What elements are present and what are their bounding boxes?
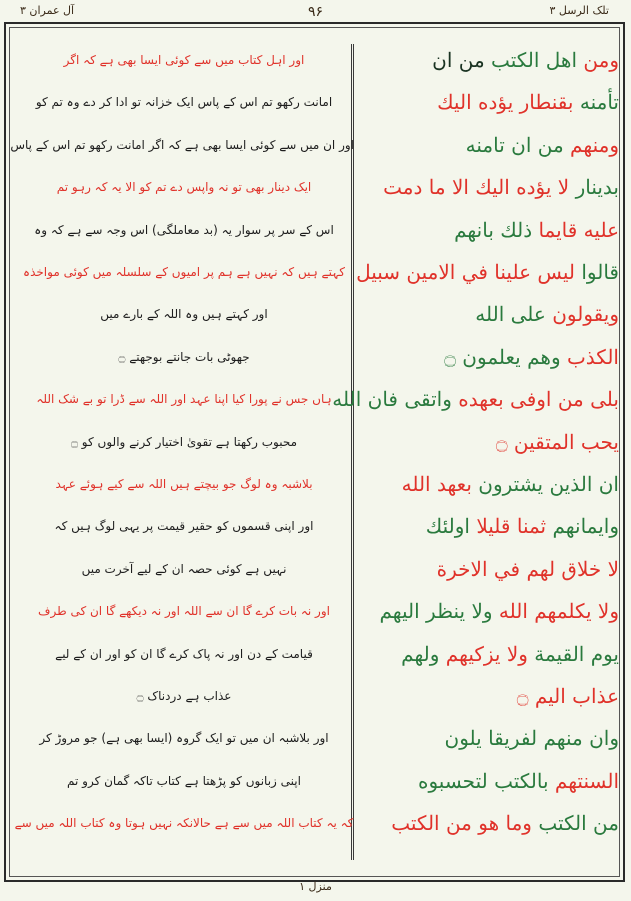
arabic-segment: ليس علينا في الامين سبيل [356,260,575,284]
arabic-text [367,551,619,587]
arabic-segment: وهم يعلمون ۝ [444,344,561,369]
urdu-translation: اپنی زبانوں کو پڑھتا ہے کتاب تاکہ گمان کرو تم [67,773,301,788]
verse-line [10,551,617,587]
arabic-segment: يحب المتقين ۝ [495,429,619,454]
arabic-text [332,381,619,417]
arabic-segment: ان الذين يشترون [471,472,619,496]
arabic-segment: واتقى فان الله [332,387,452,412]
arabic-segment: على الله [475,302,546,327]
verse-line [10,42,617,78]
urdu-translation: کہتے ہیں کہ نہیں ہے ہم پر امیوں کے سلسلہ میں کوئی مواخذہ [23,265,345,279]
verse-line [10,84,617,120]
urdu-translation: اور اہل کتاب میں سے کوئی ایسا بھی ہے کہ اگر [63,53,305,67]
arabic-text [367,339,619,375]
arabic-segment: اهل الكتب [484,48,578,72]
arabic-segment: اولئك [425,514,470,539]
arabic-segment: يوم القيمة [527,641,619,666]
arabic-text [367,212,619,248]
arabic-segment: وما هو من الكتب [391,811,532,836]
arabic-segment: تأمنه [573,90,619,115]
verse-line [10,805,617,841]
urdu-translation: اس کے سر پر سوار یہ (بد معاملگی) اس وجہ سے ہے کہ وہ [34,222,334,237]
arabic-text [367,720,619,756]
urdu-translation: امانت رکھو تم اس کے پاس ایک خزانہ تو ادا کر دے وہ تم کو [35,95,333,110]
verse-line [10,636,617,672]
urdu-translation: اور نہ بات کرے گا ان سے اللہ اور نہ دیکھے گا ان کی طرف [38,604,330,619]
juz-title: تلک الرسل ۳ [549,4,609,17]
arabic-text [367,805,619,841]
arabic-segment: بعهد الله [401,472,472,496]
arabic-text [367,42,619,78]
verse-line [10,254,617,290]
arabic-segment: من الكتب [531,811,619,836]
verse-line [10,508,617,544]
arabic-text [367,678,619,714]
arabic-segment: لا خلاق لهم في الاخرة [436,556,619,581]
urdu-translation: جھوٹی بات جانتے بوجھتے ۝ [118,349,250,364]
arabic-segment: لا يؤده اليك الا ما دمت [383,175,570,200]
verse-line [10,424,617,460]
verse-line [10,127,617,163]
urdu-translation: نہیں ہے کوئی حصہ ان کے لیے آخرت میں [81,561,287,576]
arabic-segment: ولا ينظر اليهم [379,599,493,624]
arabic-text [367,636,619,672]
arabic-text [367,466,619,502]
verse-line [10,678,617,714]
arabic-segment: ذلك بانهم [454,217,533,242]
arabic-segment: بدينار [569,175,619,200]
arabic-text [367,424,619,460]
arabic-segment: وايمانهم [546,514,619,539]
arabic-segment: ثمنا قليلا [469,514,547,539]
arabic-text [367,763,619,799]
urdu-translation: اور بلاشبہ ان میں تو ایک گروہ (ایسا بھی ہے) جو مروڑ کر [39,731,329,746]
verse-line [10,296,617,332]
verse-line [10,466,617,502]
arabic-segment: قالوا [575,260,619,284]
arabic-segment: السنتهم [548,768,619,793]
urdu-translation: بلاشبہ وہ لوگ جو بیچتے ہیں اللہ سے کیے ہوئے عہد [55,477,313,491]
urdu-translation: اور کہتے ہیں وہ اللہ کے بارے میں [100,307,268,322]
verse-line [10,381,617,417]
arabic-segment: ومنهم [563,132,619,157]
urdu-translation: ایک دینار بھی تو نہ واپس دے تم کو الا یہ کہ رہو تم [56,180,312,195]
arabic-text [356,254,619,290]
verse-line [10,212,617,248]
arabic-text [367,127,619,163]
arabic-segment: ويقولون [545,302,619,327]
arabic-segment: بلى من اوفى بعهده [451,387,619,412]
page-number: ۹۶ [307,4,324,20]
verse-line [10,720,617,756]
arabic-segment: من ان [432,48,485,72]
verse-line [10,763,617,799]
arabic-text [367,593,619,629]
urdu-translation: اور ان میں سے کوئی ایسا بھی ہے کہ اگر امانت رکھو تم اس کے پاس [10,137,354,152]
urdu-translation: اور اپنی قسموں کو حقیر قیمت پر یہی لوگ ہیں کہ [54,519,314,534]
surah-title: آل عمران ۳ [20,4,75,17]
urdu-translation: محبوب رکھتا ہے تقویٰ اختیار کرنے والوں کو ۝ [70,434,298,449]
arabic-segment: ومن [577,48,619,72]
arabic-text [367,296,619,332]
arabic-segment: عذاب اليم ۝ [516,684,619,708]
urdu-translation: عذاب ہے دردناک ۝ [136,689,232,703]
arabic-segment: من ان تامنه [465,132,564,157]
arabic-text [367,84,619,120]
urdu-translation: ہاں جس نے پورا کیا اپنا عہد اور اللہ سے ڈرا تو بے شک اللہ [36,392,332,407]
urdu-translation: کہ یہ کتاب اللہ میں سے ہے حالانکہ نہیں ہوتا وہ کتاب اللہ میں سے [14,816,354,831]
arabic-segment: ولا يزكيهم [439,641,528,666]
verse-line [10,339,617,375]
arabic-text [367,169,619,205]
verse-line [10,593,617,629]
manzil-footer: منزل ۱ [299,880,332,893]
arabic-segment: بالكتب لتحسبوه [417,768,549,793]
verse-line [10,169,617,205]
arabic-segment: ولا يكلمهم الله [492,599,619,624]
arabic-segment: وان منهم لفريقا يلون [444,726,619,751]
arabic-segment: الكذب [560,344,619,369]
arabic-segment: ولهم [401,641,440,666]
urdu-translation: قیامت کے دن اور نہ پاک کرے گا ان کو اور ان کے لیے [55,646,313,661]
arabic-segment: بقنطار يؤده اليك [437,90,574,115]
arabic-segment: عليه قايما [532,217,619,242]
arabic-text [367,508,619,544]
